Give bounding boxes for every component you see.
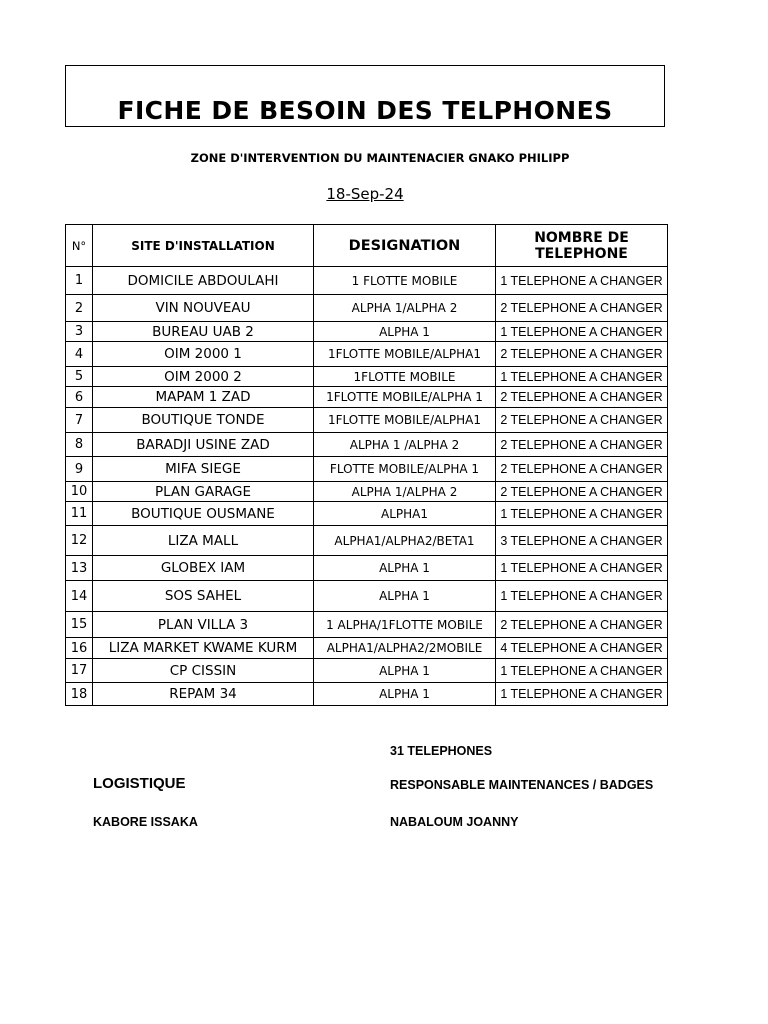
row-site: VIN NOUVEAU	[93, 295, 314, 322]
row-site: PLAN GARAGE	[93, 482, 314, 502]
row-site: SOS SAHEL	[93, 581, 314, 612]
row-designation: ALPHA1/ALPHA2/2MOBILE	[314, 638, 496, 659]
table-row	[66, 526, 668, 556]
row-designation: ALPHA 1/ALPHA 2	[314, 482, 496, 502]
row-number: 16	[66, 638, 93, 659]
row-designation: ALPHA 1	[314, 581, 496, 612]
table-header-row	[66, 225, 668, 267]
row-designation: ALPHA 1	[314, 683, 496, 706]
header-site: SITE D'INSTALLATION	[93, 225, 314, 267]
row-site: OIM 2000 2	[93, 367, 314, 387]
row-site: BUREAU UAB 2	[93, 322, 314, 342]
row-designation: 1FLOTTE MOBILE/ALPHA 1	[314, 387, 496, 408]
row-site: GLOBEX IAM	[93, 556, 314, 581]
table-row	[66, 502, 668, 526]
row-count: 2 TELEPHONE A CHANGER	[496, 612, 668, 638]
row-designation: FLOTTE MOBILE/ALPHA 1	[314, 457, 496, 482]
row-count: 1 TELEPHONE A CHANGER	[496, 683, 668, 706]
row-number: 6	[66, 387, 93, 408]
row-number: 12	[66, 526, 93, 556]
header-count-label: NOMBRE DE TELEPHONE	[534, 229, 629, 262]
page-title: FICHE DE BESOIN DES TELPHONES	[117, 96, 613, 125]
row-site: CP CISSIN	[93, 659, 314, 683]
logistics-signatory: KABORE ISSAKA	[93, 815, 198, 829]
row-designation: ALPHA 1/ALPHA 2	[314, 295, 496, 322]
row-designation: 1FLOTTE MOBILE	[314, 367, 496, 387]
table-row	[66, 612, 668, 638]
table-row	[66, 638, 668, 659]
table-row	[66, 342, 668, 367]
row-count: 3 TELEPHONE A CHANGER	[496, 526, 668, 556]
row-count: 2 TELEPHONE A CHANGER	[496, 482, 668, 502]
row-number: 13	[66, 556, 93, 581]
title-box	[65, 65, 665, 127]
phones-table	[65, 224, 668, 706]
row-designation: ALPHA 1	[314, 556, 496, 581]
row-count: 1 TELEPHONE A CHANGER	[496, 267, 668, 295]
row-count: 1 TELEPHONE A CHANGER	[496, 556, 668, 581]
maintenance-label: RESPONSABLE MAINTENANCES / BADGES	[390, 778, 654, 792]
table-row	[66, 367, 668, 387]
header-count	[496, 225, 668, 267]
row-number: 7	[66, 408, 93, 433]
header-number: N°	[66, 225, 93, 267]
row-count: 2 TELEPHONE A CHANGER	[496, 295, 668, 322]
table-row	[66, 322, 668, 342]
row-number: 5	[66, 367, 93, 387]
row-count: 2 TELEPHONE A CHANGER	[496, 342, 668, 367]
table-row	[66, 556, 668, 581]
total-phones: 31 TELEPHONES	[390, 744, 493, 758]
document-date: 18-Sep-24	[326, 185, 404, 203]
row-site: OIM 2000 1	[93, 342, 314, 367]
table-row	[66, 482, 668, 502]
row-designation: ALPHA 1 /ALPHA 2	[314, 433, 496, 457]
row-number: 15	[66, 612, 93, 638]
row-site: PLAN VILLA 3	[93, 612, 314, 638]
row-site: BOUTIQUE OUSMANE	[93, 502, 314, 526]
row-site: DOMICILE ABDOULAHI	[93, 267, 314, 295]
table-body	[66, 267, 668, 706]
row-count: 1 TELEPHONE A CHANGER	[496, 367, 668, 387]
row-site: BOUTIQUE TONDE	[93, 408, 314, 433]
row-count: 1 TELEPHONE A CHANGER	[496, 322, 668, 342]
row-designation: 1FLOTTE MOBILE/ALPHA1	[314, 342, 496, 367]
row-designation: ALPHA 1	[314, 659, 496, 683]
row-designation: 1 FLOTTE MOBILE	[314, 267, 496, 295]
row-number: 2	[66, 295, 93, 322]
row-site: MIFA SIEGE	[93, 457, 314, 482]
table-row	[66, 267, 668, 295]
header-designation: DESIGNATION	[314, 225, 496, 267]
table-row	[66, 581, 668, 612]
row-number: 11	[66, 502, 93, 526]
row-designation: ALPHA1	[314, 502, 496, 526]
row-count: 2 TELEPHONE A CHANGER	[496, 387, 668, 408]
table-row	[66, 457, 668, 482]
table-row	[66, 659, 668, 683]
row-number: 1	[66, 267, 93, 295]
logistics-label: LOGISTIQUE	[93, 775, 186, 792]
row-number: 10	[66, 482, 93, 502]
row-site: REPAM 34	[93, 683, 314, 706]
row-number: 18	[66, 683, 93, 706]
row-count: 1 TELEPHONE A CHANGER	[496, 581, 668, 612]
row-site: MAPAM 1 ZAD	[93, 387, 314, 408]
row-number: 17	[66, 659, 93, 683]
row-count: 2 TELEPHONE A CHANGER	[496, 408, 668, 433]
table-row	[66, 433, 668, 457]
page-subtitle: ZONE D'INTERVENTION DU MAINTENACIER GNAKO PHILIPP	[190, 151, 570, 165]
row-number: 3	[66, 322, 93, 342]
row-number: 9	[66, 457, 93, 482]
row-designation: 1 ALPHA/1FLOTTE MOBILE	[314, 612, 496, 638]
row-number: 14	[66, 581, 93, 612]
row-designation: ALPHA 1	[314, 322, 496, 342]
table-row	[66, 408, 668, 433]
row-site: LIZA MARKET KWAME KURM	[93, 638, 314, 659]
table-row	[66, 683, 668, 706]
row-site: BARADJI USINE ZAD	[93, 433, 314, 457]
row-count: 2 TELEPHONE A CHANGER	[496, 433, 668, 457]
table-row	[66, 387, 668, 408]
row-count: 2 TELEPHONE A CHANGER	[496, 457, 668, 482]
maintenance-signatory: NABALOUM JOANNY	[390, 815, 519, 829]
row-designation: 1FLOTTE MOBILE/ALPHA1	[314, 408, 496, 433]
row-site: LIZA MALL	[93, 526, 314, 556]
row-count: 1 TELEPHONE A CHANGER	[496, 659, 668, 683]
row-designation: ALPHA1/ALPHA2/BETA1	[314, 526, 496, 556]
row-number: 8	[66, 433, 93, 457]
table-row	[66, 295, 668, 322]
row-count: 1 TELEPHONE A CHANGER	[496, 502, 668, 526]
row-number: 4	[66, 342, 93, 367]
row-count: 4 TELEPHONE A CHANGER	[496, 638, 668, 659]
